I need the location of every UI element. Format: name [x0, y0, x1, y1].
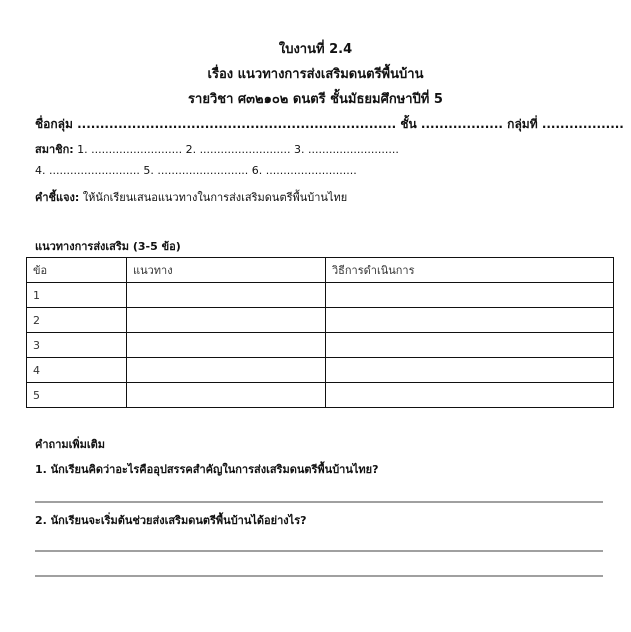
approach-cell[interactable] [127, 383, 326, 408]
table-row [27, 308, 614, 333]
worksheet-subject: เรื่อง แนวทางการส่งเสริมดนตรีพื้นบ้าน [207, 67, 424, 82]
row-number: 5 [27, 383, 127, 408]
table-header-row [27, 258, 614, 283]
class-blank[interactable]: .................. [420, 117, 503, 131]
questions-heading: คำถามเพิ่มเติม [35, 438, 106, 451]
method-cell[interactable] [326, 333, 614, 358]
group-info-row [35, 115, 624, 134]
instruction-label: คำชี้แจง: [35, 191, 80, 204]
row-number: 2 [27, 308, 127, 333]
table-row [27, 283, 614, 308]
members-blanks-1-3[interactable]: 1. .......................... 2. .......................... 3. .......................... [77, 143, 399, 156]
table-row [27, 383, 614, 408]
approach-cell[interactable] [127, 283, 326, 308]
approach-cell[interactable] [127, 308, 326, 333]
row-number: 4 [27, 358, 127, 383]
method-cell[interactable] [326, 283, 614, 308]
row-number: 1 [27, 283, 127, 308]
method-cell[interactable] [326, 308, 614, 333]
group-name-label: ชื่อกลุ่ม [35, 117, 73, 131]
instruction-text: ให้นักเรียนเสนอแนวทางในการส่งเสริมดนตรีพื้นบ้านไทย [82, 191, 348, 204]
approach-cell[interactable] [127, 358, 326, 383]
answer-line-2[interactable] [35, 550, 603, 552]
members-label: สมาชิก: [35, 143, 74, 156]
members-blanks-4-6[interactable]: 4. .......................... 5. .......................... 6. .......................... [35, 164, 357, 177]
method-cell[interactable] [326, 358, 614, 383]
members-row-1 [35, 140, 399, 158]
instruction [35, 188, 347, 206]
header-method: วิธีการดำเนินการ [326, 258, 614, 283]
worksheet-course: รายวิชา ศ๓๒๑๐๒ ดนตรี ชั้นมัธยมศึกษาปีที่ 5 [188, 92, 443, 107]
group-number-label: กลุ่มที่ [507, 117, 538, 131]
group-number-blank[interactable]: .................. [541, 117, 624, 131]
question-1: 1. นักเรียนคิดว่าอะไรคืออุปสรรคสำคัญในการส่งเสริมดนตรีพื้นบ้านไทย? [35, 463, 379, 476]
worksheet-title: ใบงานที่ 2.4 [278, 42, 353, 57]
answer-line-3[interactable] [35, 575, 603, 577]
method-cell[interactable] [326, 383, 614, 408]
header-item-no: ข้อ [27, 258, 127, 283]
group-name-blank[interactable]: ...................................................................... [77, 117, 397, 131]
table-row [27, 333, 614, 358]
answer-line-1[interactable] [35, 501, 603, 503]
header-approach: แนวทาง [127, 258, 326, 283]
approach-cell[interactable] [127, 333, 326, 358]
row-number: 3 [27, 333, 127, 358]
members-row-2 [35, 164, 357, 177]
question-2: 2. นักเรียนจะเริ่มต้นช่วยส่งเสริมดนตรีพื้นบ้านได้อย่างไร? [35, 514, 307, 527]
table-row [27, 358, 614, 383]
class-label: ชั้น [400, 117, 417, 131]
promotion-table [26, 257, 614, 408]
table-caption: แนวทางการส่งเสริม (3-5 ข้อ) [35, 240, 181, 253]
